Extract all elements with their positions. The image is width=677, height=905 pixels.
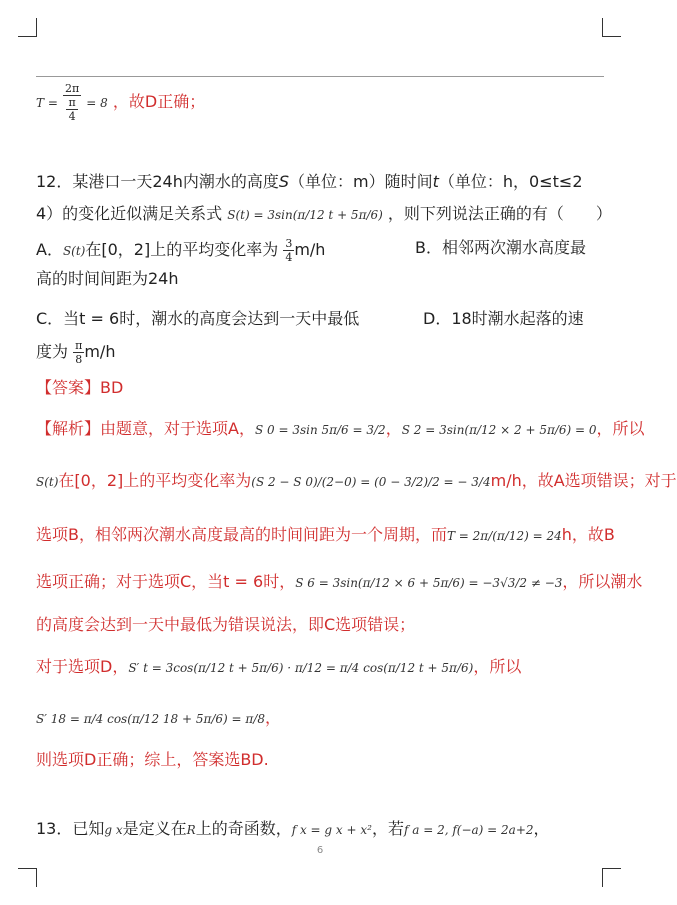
crop-mark-top-left bbox=[18, 18, 37, 37]
analysis-line-1: 【解析】由题意，对于选项A，S 0 = 3sin 5π/6 = 3/2，S 2 = 3sin(π/12 × 2 + 5π/6) = 0，所以 bbox=[36, 419, 645, 438]
formula-conclusion: ，故D正确； bbox=[112, 92, 206, 111]
analysis-line-7: S′ 18 = π/4 cos(π/12 18 + 5π/6) = π/8， bbox=[36, 708, 281, 727]
header-rule bbox=[36, 76, 604, 77]
analysis-line-8: 则选项D正确；综上，答案选BD. bbox=[36, 750, 269, 769]
q12-option-b-cont: 高的时间间距为24h bbox=[36, 269, 179, 288]
crop-mark-bottom-right bbox=[602, 868, 621, 887]
q12-option-d: D．18时潮水起落的速 bbox=[423, 309, 584, 328]
formula-fraction: $\frac{2\pi}{\frac{\pi}{4}}$ bbox=[64, 82, 80, 123]
analysis-label: 【解析】 bbox=[36, 419, 101, 438]
analysis-line-6: 对于选项D，S′ t = 3cos(π/12 t + 5π/6) · π/12 = π/4 cos(π/12 t + 5π/6)，所以 bbox=[36, 657, 522, 676]
q12-option-d-cont: 度为 $\frac{\pi}{8}$ m/h bbox=[36, 339, 116, 366]
crop-mark-top-right bbox=[602, 18, 621, 37]
q12-line-2: 4）的变化近似满足关系式 S(t) = 3sin(π/12 t + 5π/6) ，则下列说法正确的有（ ） bbox=[36, 204, 612, 223]
formula-rhs: = 8 bbox=[86, 96, 108, 110]
q12-line-1: 12．某港口一天24h内潮水的高度S（单位：m）随时间t（单位：h，0≤t≤2 bbox=[36, 172, 583, 191]
answer-line bbox=[36, 377, 123, 399]
crop-mark-bottom-left bbox=[18, 868, 37, 887]
analysis-line-4: 选项正确；对于选项C，当t = 6时，S 6 = 3sin(π/12 × 6 + 5π/6) = −3√3/2 ≠ −3，所以潮水 bbox=[36, 572, 643, 591]
q12-option-b: B．相邻两次潮水高度最 bbox=[415, 238, 586, 257]
top-formula bbox=[36, 82, 205, 123]
analysis-line-2: S(t)在[0，2]上的平均变化率为(S 2 − S 0)/(2−0) = (0 − 3/2)/2 = − 3/4m/h，故A选项错误；对于 bbox=[36, 471, 677, 490]
q12-option-a: A．S(t)在[0，2]上的平均变化率为 $\frac{3}{4}$ m/h bbox=[36, 237, 326, 264]
answer-value: BD bbox=[100, 378, 124, 397]
q12-option-c: C．当t = 6时，潮水的高度会达到一天中最低 bbox=[36, 309, 360, 328]
analysis-line-3: 选项B，相邻两次潮水高度最高的时间间距为一个周期，而T = 2π/(π/12) = 24h，故B bbox=[36, 525, 615, 544]
page-number: 6 bbox=[316, 845, 324, 856]
q13-line-1: 13．已知g x是定义在R上的奇函数，f x = g x + x²，若f a = 2, f(−a) = 2a+2， bbox=[36, 819, 550, 838]
answer-label: 【答案】 bbox=[36, 378, 101, 397]
formula-lhs: T = bbox=[36, 96, 58, 110]
analysis-line-5: 的高度会达到一天中最低为错误说法，即C选项错误； bbox=[36, 615, 416, 634]
relation-formula: S(t) = 3sin(π/12 t + 5π/6) bbox=[227, 208, 383, 222]
